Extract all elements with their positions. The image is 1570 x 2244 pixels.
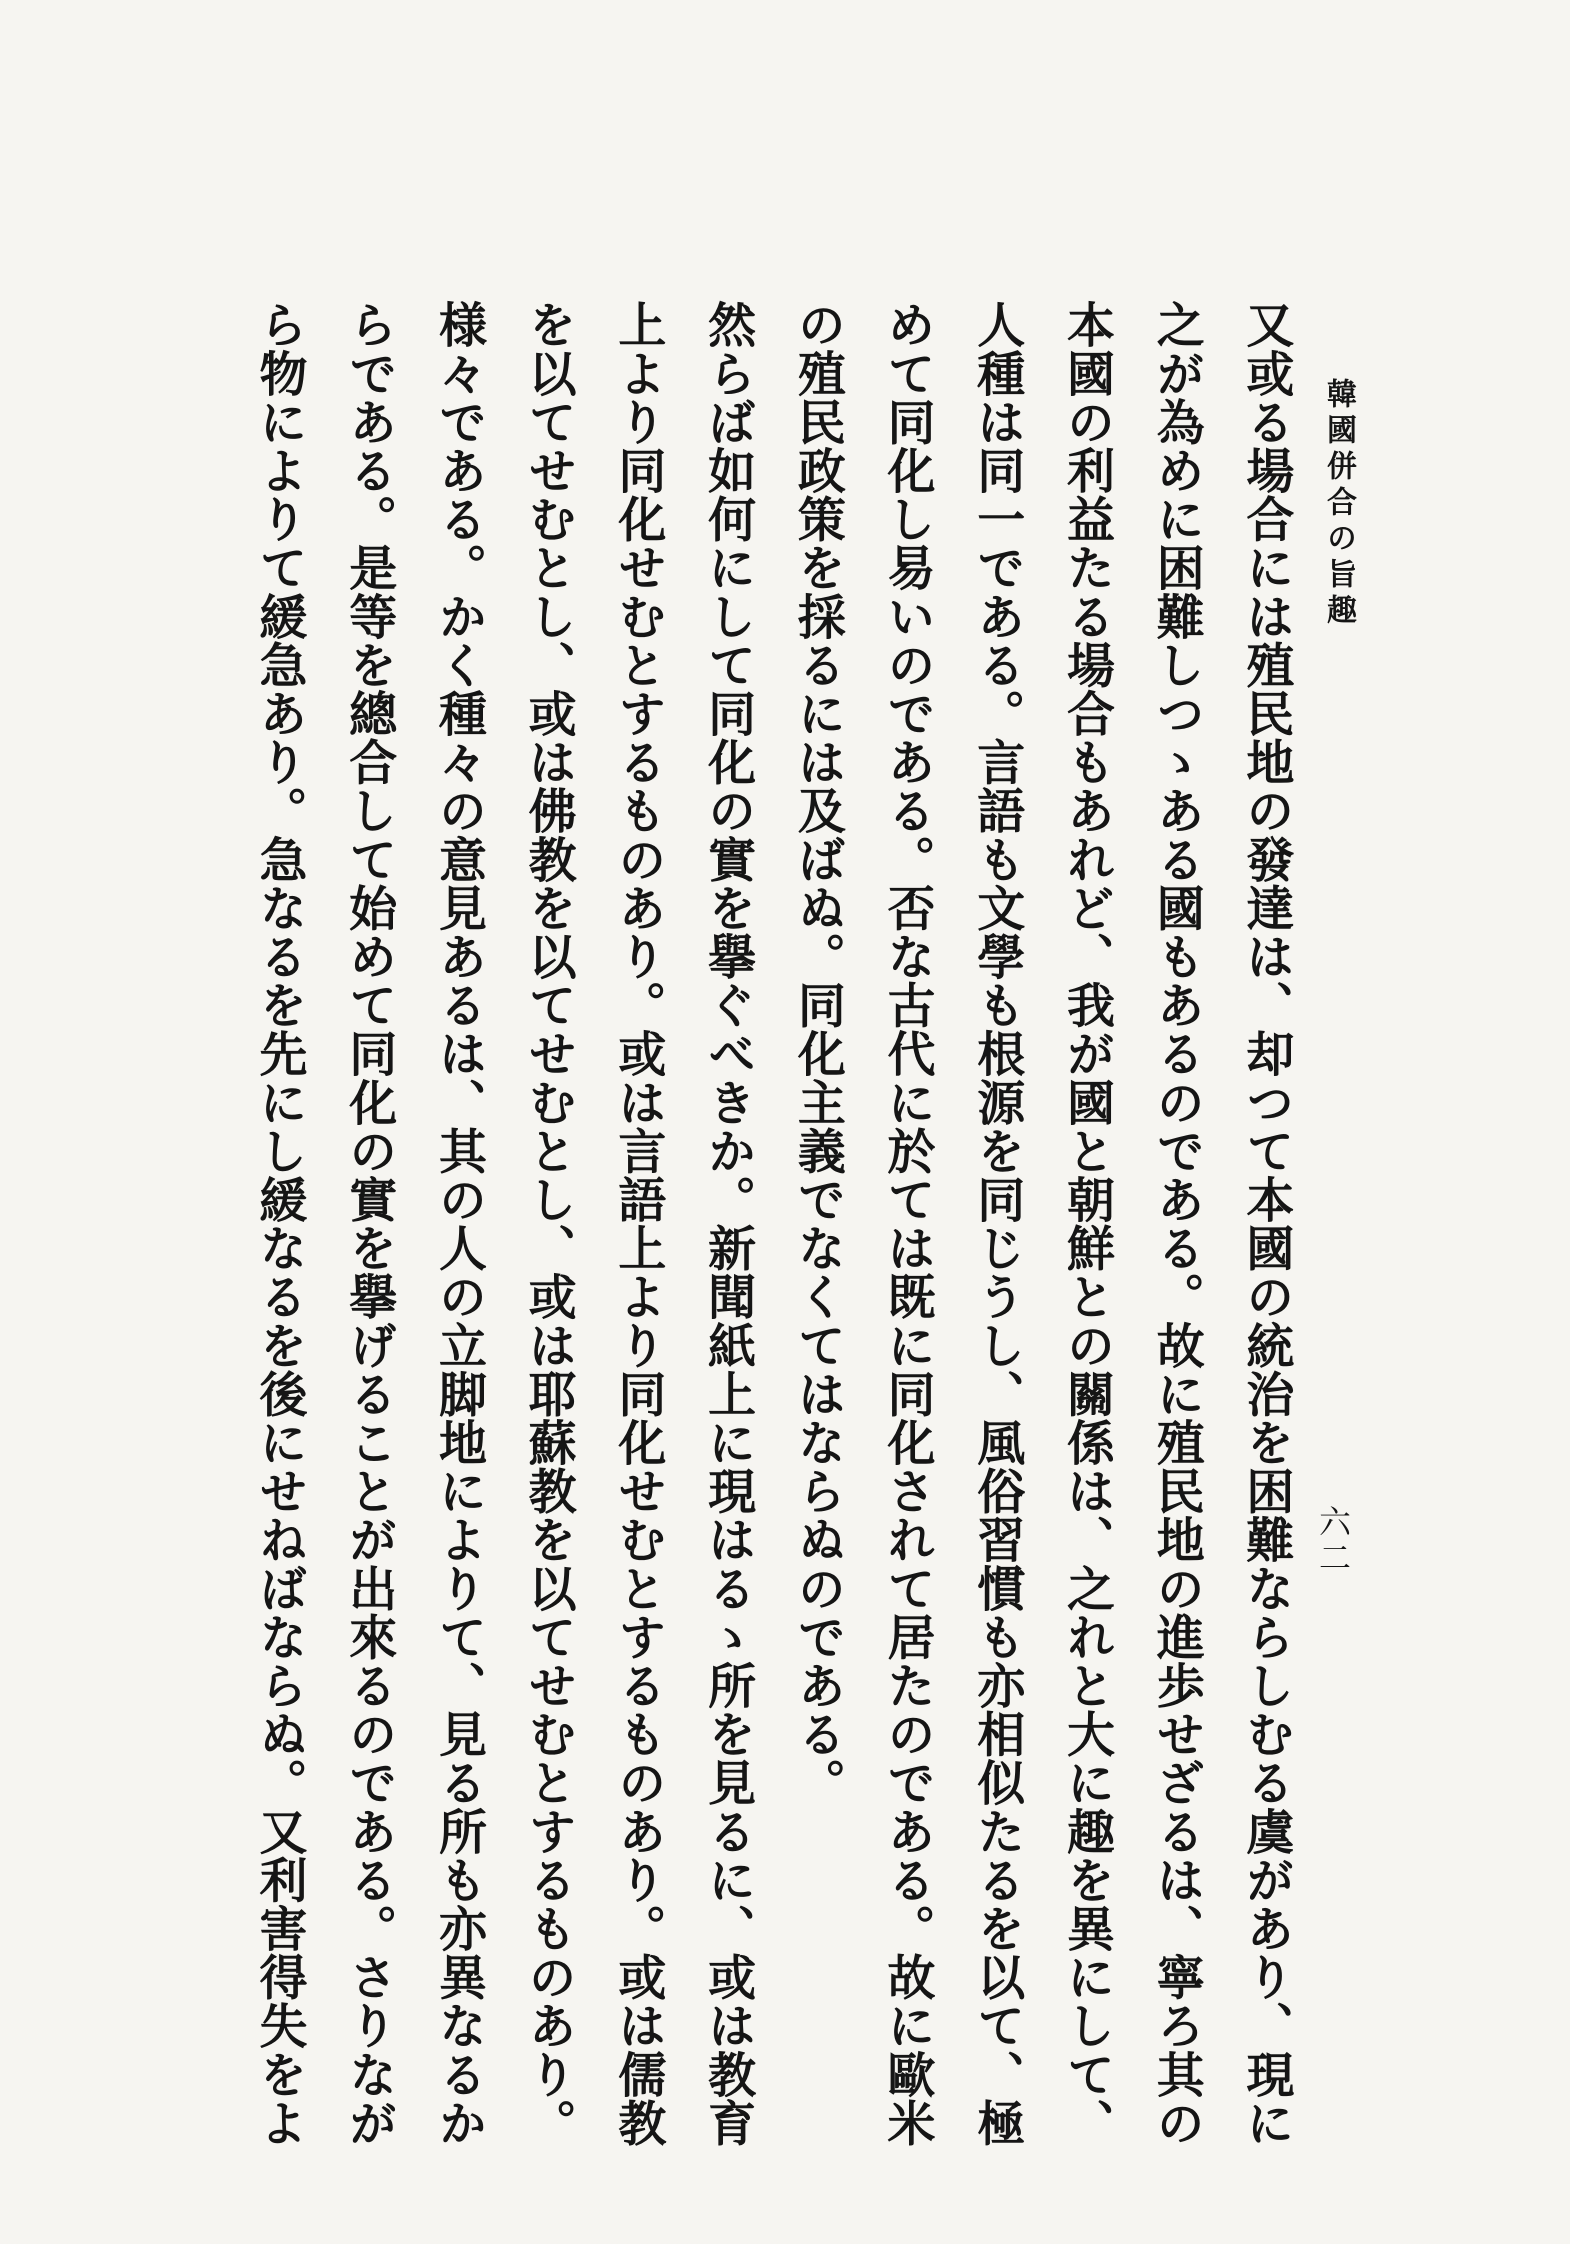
running-title: 韓國併合の旨趣 (1321, 378, 1356, 630)
text-column-1: 又或る場合には殖民地の發達は、却つて本國の統治を困難ならしむる虞があり、現に (1237, 300, 1294, 2147)
text-column-12: ら物によりて緩急あり。急なるを先にし緩なるを後にせねばならぬ。又利害得失をよ (251, 300, 307, 2147)
page-number: 六二 (1314, 1505, 1352, 1577)
text-column-6: の殖民政策を採るには及ばぬ。同化主義でなくてはならぬのである。 (789, 300, 846, 1807)
text-column-10: 様々である。かく種々の意見あるは、其の人の立脚地によりて、見る所も亦異なるか (430, 300, 487, 2147)
text-column-3: 本國の利益たる場合もあれど、我が國と朝鮮との關係は、之れと大に趣を異にして、 (1058, 300, 1115, 2147)
text-column-4: 人種は同一である。言語も文學も根源を同じうし、風俗習慣も亦相似たるを以て、極 (968, 300, 1025, 2147)
text-column-2: 之が為めに困難しつゝある國もあるのである。故に殖民地の進歩せざるは、寧ろ其の (1148, 300, 1205, 2147)
text-column-11: らである。是等を總合して始めて同化の實を擧げることが出來るのである。さりなが (340, 300, 397, 2147)
text-column-5: めて同化し易いのである。否な古代に於ては既に同化されて居たのである。故に歐米 (879, 300, 936, 2147)
text-column-7: 然らば如何にして同化の實を擧ぐべきか。新聞紙上に現はるゝ所を見るに、或は教育 (699, 300, 756, 2147)
text-column-8: 上より同化せむとするものあり。或は言語上より同化せむとするものあり。或は儒教 (609, 300, 666, 2147)
body-text (251, 300, 1294, 2147)
text-column-9: を以てせむとし、或は佛教を以てせむとし、或は耶蘇教を以てせむとするものあり。 (520, 300, 577, 2147)
